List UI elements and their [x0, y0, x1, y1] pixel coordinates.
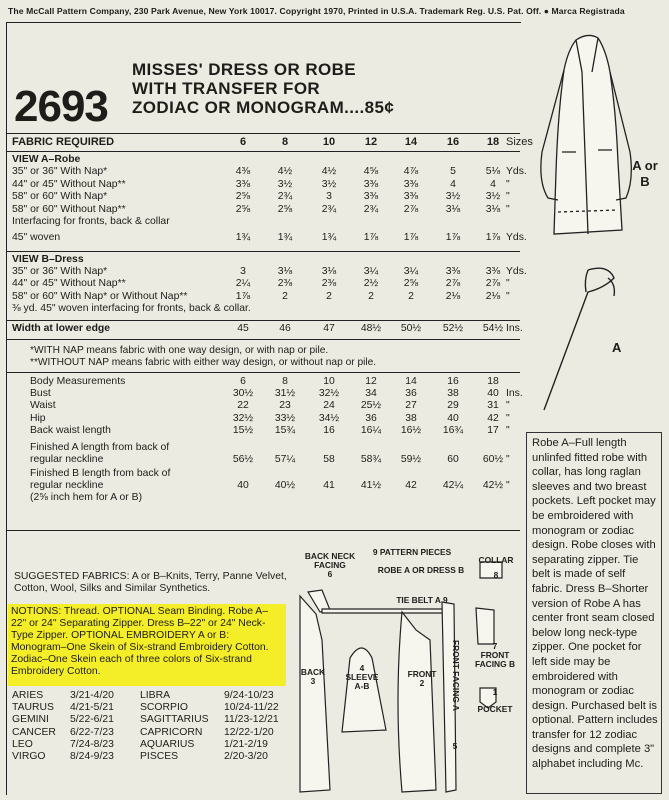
- table-cell: 25½: [360, 400, 382, 412]
- zodiac-sign: LIBRA: [140, 690, 171, 701]
- row-label: 45" woven: [12, 232, 61, 244]
- table-cell: 50½: [400, 323, 422, 334]
- view-ab-text: A or B: [632, 158, 658, 189]
- piece-text: COLLAR: [478, 555, 514, 565]
- table-cell: 27: [405, 400, 417, 412]
- zodiac-sign: CAPRICORN: [140, 726, 203, 738]
- title-line: MISSES' DRESS OR ROBE: [132, 60, 357, 79]
- table-cell: 3: [326, 191, 332, 203]
- table-cell: 42¼: [442, 480, 464, 491]
- table-cell: 58¾: [360, 454, 382, 465]
- view-ab-label: [630, 158, 660, 190]
- row-label: Body Measurements: [30, 376, 126, 387]
- table-cell: 3⅛: [321, 266, 337, 278]
- zodiac-row: [12, 751, 292, 763]
- table-cell: 2½: [363, 278, 379, 290]
- table-cell: 4⅝: [363, 166, 379, 178]
- table-cell: 8: [282, 376, 288, 387]
- front-label: [402, 670, 442, 688]
- row-label: Bust: [30, 388, 51, 400]
- table-cell: 1⅞: [445, 232, 461, 244]
- row-label: 58" or 60" With Nap* or Without Nap**: [12, 290, 188, 302]
- table-cell: 47: [323, 323, 335, 334]
- table-cell: 59½: [400, 454, 422, 465]
- table-cell: 12: [365, 376, 377, 387]
- pattern-title: [132, 60, 394, 117]
- piece-text: BACK: [300, 667, 326, 677]
- table-cell: 42: [405, 480, 417, 491]
- row-unit: Ins.: [506, 323, 523, 334]
- row-label: regular neckline: [30, 480, 104, 491]
- row-unit: Yds.: [506, 266, 527, 278]
- width-lower-edge-row: [12, 323, 523, 337]
- table-cell: 2: [326, 290, 332, 302]
- table-cell: 1⅞: [485, 232, 501, 244]
- table-cell: 2⅞: [445, 278, 461, 290]
- table-cell: 14: [405, 376, 417, 387]
- divider: [6, 339, 520, 340]
- zodiac-sign: LEO: [12, 738, 33, 750]
- zodiac-sign: PISCES: [140, 750, 179, 762]
- table-cell: 38: [405, 412, 417, 424]
- table-cell: 4: [490, 178, 496, 190]
- suggested-fabrics: SUGGESTED FABRICS: A or B–Knits, Terry, Panne Velvet, Cotton, Wool, Silks and Similar Synthetics.: [14, 571, 287, 595]
- piece-num: 2: [419, 678, 425, 688]
- table-cell: 15¾: [274, 424, 296, 436]
- table-cell: 4⅜: [235, 166, 251, 178]
- row-unit: ": [506, 400, 510, 412]
- table-cell: 29: [447, 400, 459, 412]
- table-cell: 40½: [274, 480, 296, 491]
- row-label: Interfacing for fronts, back & collar: [12, 216, 170, 227]
- table-cell: 2: [282, 290, 288, 302]
- zodiac-dates: 9/24-10/23: [224, 690, 274, 701]
- front-facing-long-label: FRONT FACING A: [451, 640, 461, 711]
- row-label: 35" or 36" With Nap*: [12, 166, 108, 178]
- zodiac-sign: GEMINI: [12, 714, 49, 726]
- view-a-section: [12, 154, 527, 254]
- zodiac-sign: AQUARIUS: [140, 738, 195, 750]
- table-cell: 2⅝: [403, 278, 419, 290]
- table-cell: 1⅞: [235, 290, 251, 302]
- table-cell: 40: [447, 412, 459, 424]
- table-cell: 33½: [274, 412, 296, 424]
- table-cell: 16½: [400, 424, 422, 436]
- table-cell: 2¼: [235, 278, 251, 290]
- table-cell: 2⅝: [277, 203, 293, 215]
- row-label: Width at lower edge: [12, 323, 111, 334]
- table-cell: 4½: [321, 166, 337, 178]
- table-cell: 2⅝: [235, 191, 251, 203]
- body-measurements-table: [30, 376, 523, 526]
- table-cell: 3¼: [403, 266, 419, 278]
- back-label: [298, 668, 328, 686]
- table-cell: 34½: [318, 412, 340, 424]
- table-cell: 4½: [277, 166, 293, 178]
- table-cell: 3½: [485, 191, 501, 203]
- zodiac-dates: 1/21-2/19: [224, 738, 268, 750]
- size-header: 16: [446, 136, 460, 148]
- piece-num: 7: [492, 641, 498, 651]
- table-cell: 2: [408, 290, 414, 302]
- zodiac-row: [12, 702, 292, 714]
- row-unit: ": [506, 412, 510, 424]
- title-line: WITH TRANSFER FOR: [132, 79, 321, 98]
- table-cell: 36: [365, 412, 377, 424]
- table-cell: 3¼: [363, 266, 379, 278]
- table-cell: 60½: [482, 454, 504, 465]
- row-label: 58" or 60" Without Nap**: [12, 203, 126, 215]
- notions-highlight: NOTIONS: Thread. OPTIONAL Seam Binding. Robe A–22" or 24" Separating Zipper. Dress B–22" or 24" Neck-Type Zipper. OPTIONAL EMBROIDERY A or B: Monogram–One Skein of Six-strand Embroidery Cotton. Zodiac–One Skein each of three colors of Six-strand Embroidery Cotton.: [8, 604, 286, 686]
- row-label: 58" or 60" With Nap*: [12, 191, 108, 203]
- divider: [6, 320, 520, 321]
- table-cell: 36: [405, 388, 417, 400]
- table-cell: 24: [323, 400, 335, 412]
- piece-text: BACK NECK FACING: [304, 551, 356, 570]
- table-cell: 16: [447, 376, 459, 387]
- table-cell: 3½: [445, 191, 461, 203]
- row-unit: ": [506, 278, 510, 290]
- row-unit: Ins.: [506, 388, 523, 400]
- table-cell: 32½: [232, 412, 254, 424]
- table-cell: 23: [279, 400, 291, 412]
- table-cell: 3⅛: [485, 203, 501, 215]
- piece-num: 1: [492, 687, 498, 697]
- zodiac-row: [12, 739, 292, 751]
- table-cell: 3⅜: [403, 191, 419, 203]
- robe-or-dress-label: ROBE A OR DRESS B: [377, 565, 465, 575]
- sizes-suffix: Sizes: [506, 136, 533, 148]
- row-label: Finished B length from back of: [30, 468, 171, 479]
- row-unit: Yds.: [506, 232, 527, 244]
- table-cell: 3½: [277, 178, 293, 190]
- table-cell: 45: [237, 323, 249, 334]
- table-cell: 4: [450, 178, 456, 190]
- title-line: ZODIAC OR MONOGRAM....85¢: [132, 98, 395, 117]
- pattern-count-label: 9 PATTERN PIECES: [372, 547, 452, 557]
- table-cell: 16: [323, 424, 335, 436]
- size-header: 14: [404, 136, 418, 148]
- robe-illustration: [541, 35, 631, 234]
- table-cell: 40: [487, 388, 499, 400]
- table-cell: 40: [237, 480, 249, 491]
- divider: [6, 133, 520, 134]
- size-header: 18: [486, 136, 500, 148]
- table-cell: 42½: [482, 480, 504, 491]
- row-label: 35" or 36" With Nap*: [12, 266, 108, 278]
- table-cell: 1⅞: [363, 232, 379, 244]
- piece-num: 4: [359, 663, 365, 673]
- table-cell: 5⅛: [485, 166, 501, 178]
- table-cell: 1¾: [235, 232, 251, 244]
- zodiac-dates: 7/24-8/23: [70, 738, 114, 750]
- table-cell: 57¼: [274, 454, 296, 465]
- table-cell: 60: [447, 454, 459, 465]
- table-cell: 41½: [360, 480, 382, 491]
- table-cell: 38: [447, 388, 459, 400]
- table-cell: 1⅞: [403, 232, 419, 244]
- front-facing-long-num: 5: [452, 741, 458, 751]
- table-cell: 2⅞: [485, 278, 501, 290]
- table-cell: 54½: [482, 323, 504, 334]
- garment-illustrations: [518, 22, 669, 422]
- back-piece: [300, 596, 330, 792]
- zodiac-dates-list: [12, 690, 292, 763]
- table-cell: 46: [279, 323, 291, 334]
- table-cell: 3⅜: [485, 266, 501, 278]
- table-cell: 16¾: [442, 424, 464, 436]
- front-piece: [398, 612, 436, 792]
- zodiac-dates: 8/24-9/23: [70, 750, 114, 762]
- sleeve-label: [342, 664, 382, 691]
- row-unit: ": [506, 203, 510, 215]
- table-cell: 2: [368, 290, 374, 302]
- front-facing-b-piece: [476, 608, 494, 644]
- robe-side-illustration: [544, 268, 614, 410]
- row-unit: ": [506, 191, 510, 203]
- row-unit: ": [506, 424, 510, 436]
- row-label: Waist: [30, 400, 56, 412]
- table-cell: 42: [487, 412, 499, 424]
- tie-belt-piece: [322, 609, 450, 613]
- table-cell: 5: [450, 166, 456, 178]
- table-cell: 17: [487, 424, 499, 436]
- table-cell: 3⅜: [235, 178, 251, 190]
- zodiac-dates: 11/23-12/21: [224, 714, 279, 726]
- piece-text: SLEEVE A-B: [345, 672, 379, 691]
- zodiac-dates: 12/22-1/20: [224, 726, 274, 738]
- table-cell: 56½: [232, 454, 254, 465]
- back-neck-facing-label: [300, 552, 360, 579]
- zodiac-sign: SCORPIO: [140, 702, 188, 714]
- table-cell: 3½: [321, 178, 337, 190]
- table-cell: 2⅛: [445, 290, 461, 302]
- table-cell: 2⅜: [321, 278, 337, 290]
- row-label: regular neckline: [30, 454, 104, 465]
- view-a-label: A: [612, 340, 622, 355]
- row-label: VIEW A–Robe: [12, 154, 81, 165]
- table-cell: 3⅛: [277, 266, 293, 278]
- piece-num: 8: [493, 570, 499, 580]
- table-cell: 6: [240, 376, 246, 387]
- row-label: 44" or 45" Without Nap**: [12, 278, 126, 290]
- table-cell: 15½: [232, 424, 254, 436]
- row-label: Finished A length from back of: [30, 442, 170, 453]
- divider: [6, 151, 520, 152]
- zodiac-sign: SAGITTARIUS: [140, 714, 209, 726]
- zodiac-row: [12, 714, 292, 726]
- divider: [6, 530, 520, 531]
- zodiac-dates: 4/21-5/21: [70, 702, 114, 714]
- table-cell: 2⅜: [277, 278, 293, 290]
- piece-num: 6: [327, 569, 333, 579]
- table-cell: 52½: [442, 323, 464, 334]
- piece-text: FRONT: [407, 669, 437, 679]
- piece-num: 3: [310, 676, 316, 686]
- nap-notes: [30, 345, 376, 370]
- pocket-label: [470, 688, 520, 714]
- table-cell: 3: [240, 266, 246, 278]
- table-cell: 48½: [360, 323, 382, 334]
- front-facing-b-label: [470, 642, 520, 669]
- zodiac-sign: ARIES: [12, 690, 44, 701]
- table-cell: 58: [323, 454, 335, 465]
- nap-note: **WITHOUT NAP means fabric with either way design, or without nap or pile.: [30, 357, 377, 369]
- view-b-section: [12, 254, 527, 320]
- size-header: 10: [322, 136, 336, 148]
- row-label: Back waist length: [30, 424, 111, 436]
- table-cell: 4⅞: [403, 166, 419, 178]
- table-cell: 16¼: [360, 424, 382, 436]
- fabric-required-label: FABRIC REQUIRED: [12, 136, 115, 148]
- row-label: VIEW B–Dress: [12, 254, 84, 265]
- table-cell: 2⅝: [235, 203, 251, 215]
- table-cell: 3⅜: [445, 266, 461, 278]
- row-label: 44" or 45" Without Nap**: [12, 178, 126, 190]
- zodiac-sign: VIRGO: [12, 750, 46, 762]
- size-header: 8: [281, 136, 289, 148]
- collar-label: [476, 556, 516, 580]
- table-cell: 18: [487, 376, 499, 387]
- zodiac-dates: 10/24-11/22: [224, 702, 279, 714]
- table-cell: 30½: [232, 388, 254, 400]
- nap-note: *WITH NAP means fabric with one way design, or with nap or pile.: [30, 345, 329, 356]
- zodiac-sign: TAURUS: [12, 702, 54, 714]
- description-box: Robe A–Full length unlinfed fitted robe with collar, has long raglan sleeves and two breast pockets. Left pocket may be embroidered with monogram or zodiac design. Robe closes with separating zipper. Tie belt is made of self fabric. Dress B–Shorter version of Robe A has center front seam closed below long neck-type zipper. One pocket for left side may be embroidered with monogram or zodiac design. Purchased belt is optional. Pattern includes transfer for 12 zodiac designs and complete 3" alphabet including Mc.: [526, 432, 662, 794]
- table-cell: 3⅛: [445, 203, 461, 215]
- table-cell: 2¾: [321, 203, 337, 215]
- tie-belt-label: [392, 596, 452, 605]
- piece-text: POCKET: [477, 704, 513, 714]
- row-label: ⅜ yd. 45" woven interfacing for fronts, back & collar.: [12, 302, 251, 314]
- pattern-number: 2693: [14, 82, 108, 131]
- divider: [6, 251, 520, 252]
- size-header: 12: [364, 136, 378, 148]
- zodiac-dates: 6/22-7/23: [70, 726, 114, 738]
- company-copyright-line: The McCall Pattern Company, 230 Park Avenue, New York 10017. Copyright 1970, Printed in U.S.A. Trademark Reg. U.S. Pat. Off. ● Marca Registrada: [8, 6, 625, 16]
- table-cell: 3⅜: [363, 178, 379, 190]
- table-cell: 31½: [274, 388, 296, 400]
- row-unit: ": [506, 480, 510, 491]
- zodiac-row: [12, 727, 292, 739]
- table-cell: 1¾: [277, 232, 293, 244]
- table-cell: 2¾: [277, 191, 293, 203]
- table-cell: 2⅞: [403, 203, 419, 215]
- table-cell: 3⅜: [403, 178, 419, 190]
- piece-text: TIE BELT A: [396, 595, 441, 605]
- table-cell: 1¾: [321, 232, 337, 244]
- zodiac-dates: 2/20-3/20: [224, 750, 268, 762]
- divider: [6, 372, 520, 373]
- row-label: Hip: [30, 412, 46, 424]
- table-cell: 10: [323, 376, 335, 387]
- table-cell: 3⅜: [363, 191, 379, 203]
- table-cell: 2¾: [363, 203, 379, 215]
- table-cell: 31: [487, 400, 499, 412]
- zodiac-row: [12, 690, 292, 702]
- row-unit: ": [506, 178, 510, 190]
- size-header: 6: [239, 136, 247, 148]
- table-cell: 2⅛: [485, 290, 501, 302]
- piece-num: 9: [443, 595, 448, 605]
- row-unit: ": [506, 290, 510, 302]
- piece-text: FRONT FACING B: [474, 650, 515, 669]
- row-label: (2⅝ inch hem for A or B): [30, 492, 143, 503]
- table-cell: 41: [323, 480, 335, 491]
- zodiac-sign: CANCER: [12, 726, 56, 738]
- zodiac-dates: 5/22-6/21: [70, 714, 114, 726]
- table-cell: 34: [365, 388, 377, 400]
- row-unit: ": [506, 454, 510, 465]
- table-cell: 22: [237, 400, 249, 412]
- zodiac-dates: 3/21-4/20: [70, 690, 114, 701]
- table-cell: 32½: [318, 388, 340, 400]
- row-unit: Yds.: [506, 166, 527, 178]
